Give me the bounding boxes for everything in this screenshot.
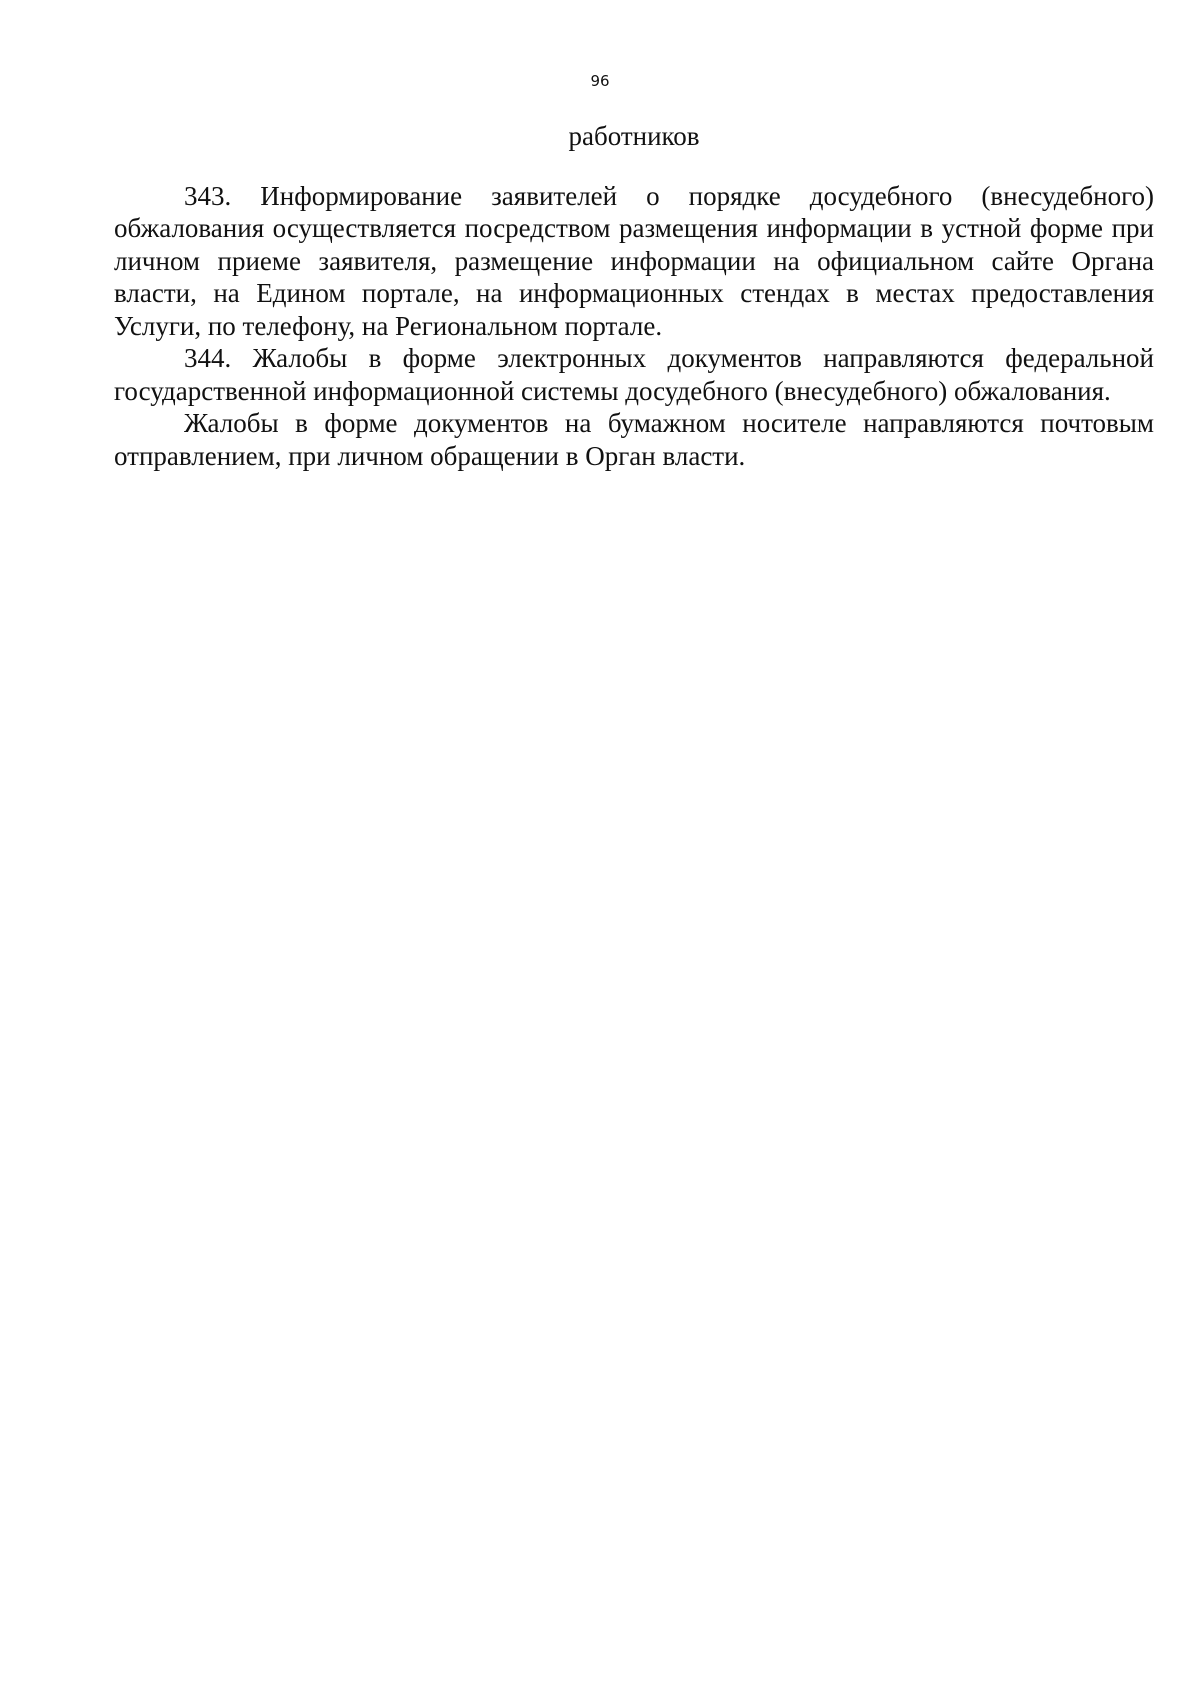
continuation-line: работников [568, 121, 700, 151]
paragraph-paper-complaints: Жалобы в форме документов на бумажном носителе направляются почтовым отправлением, при личном обращении в Орган власти. [114, 408, 1154, 471]
page-number: 96 [590, 72, 610, 90]
paragraph-343: 343. Информирование заявителей о порядке досудебного (внесудебного) обжалования осуществляется посредством размещения информации в устной форме при личном приеме заявителя, размещение информации на официальном сайте Органа власти, на Едином портале, на информационных стендах в местах предоставления Услуги, по телефону, на Региональном портале. [114, 180, 1154, 341]
paragraph-344: 344. Жалобы в форме электронных документов направляются федеральной государственной информационной системы досудебного (внесудебного) обжалования. [114, 343, 1154, 406]
document-body [114, 120, 1154, 472]
